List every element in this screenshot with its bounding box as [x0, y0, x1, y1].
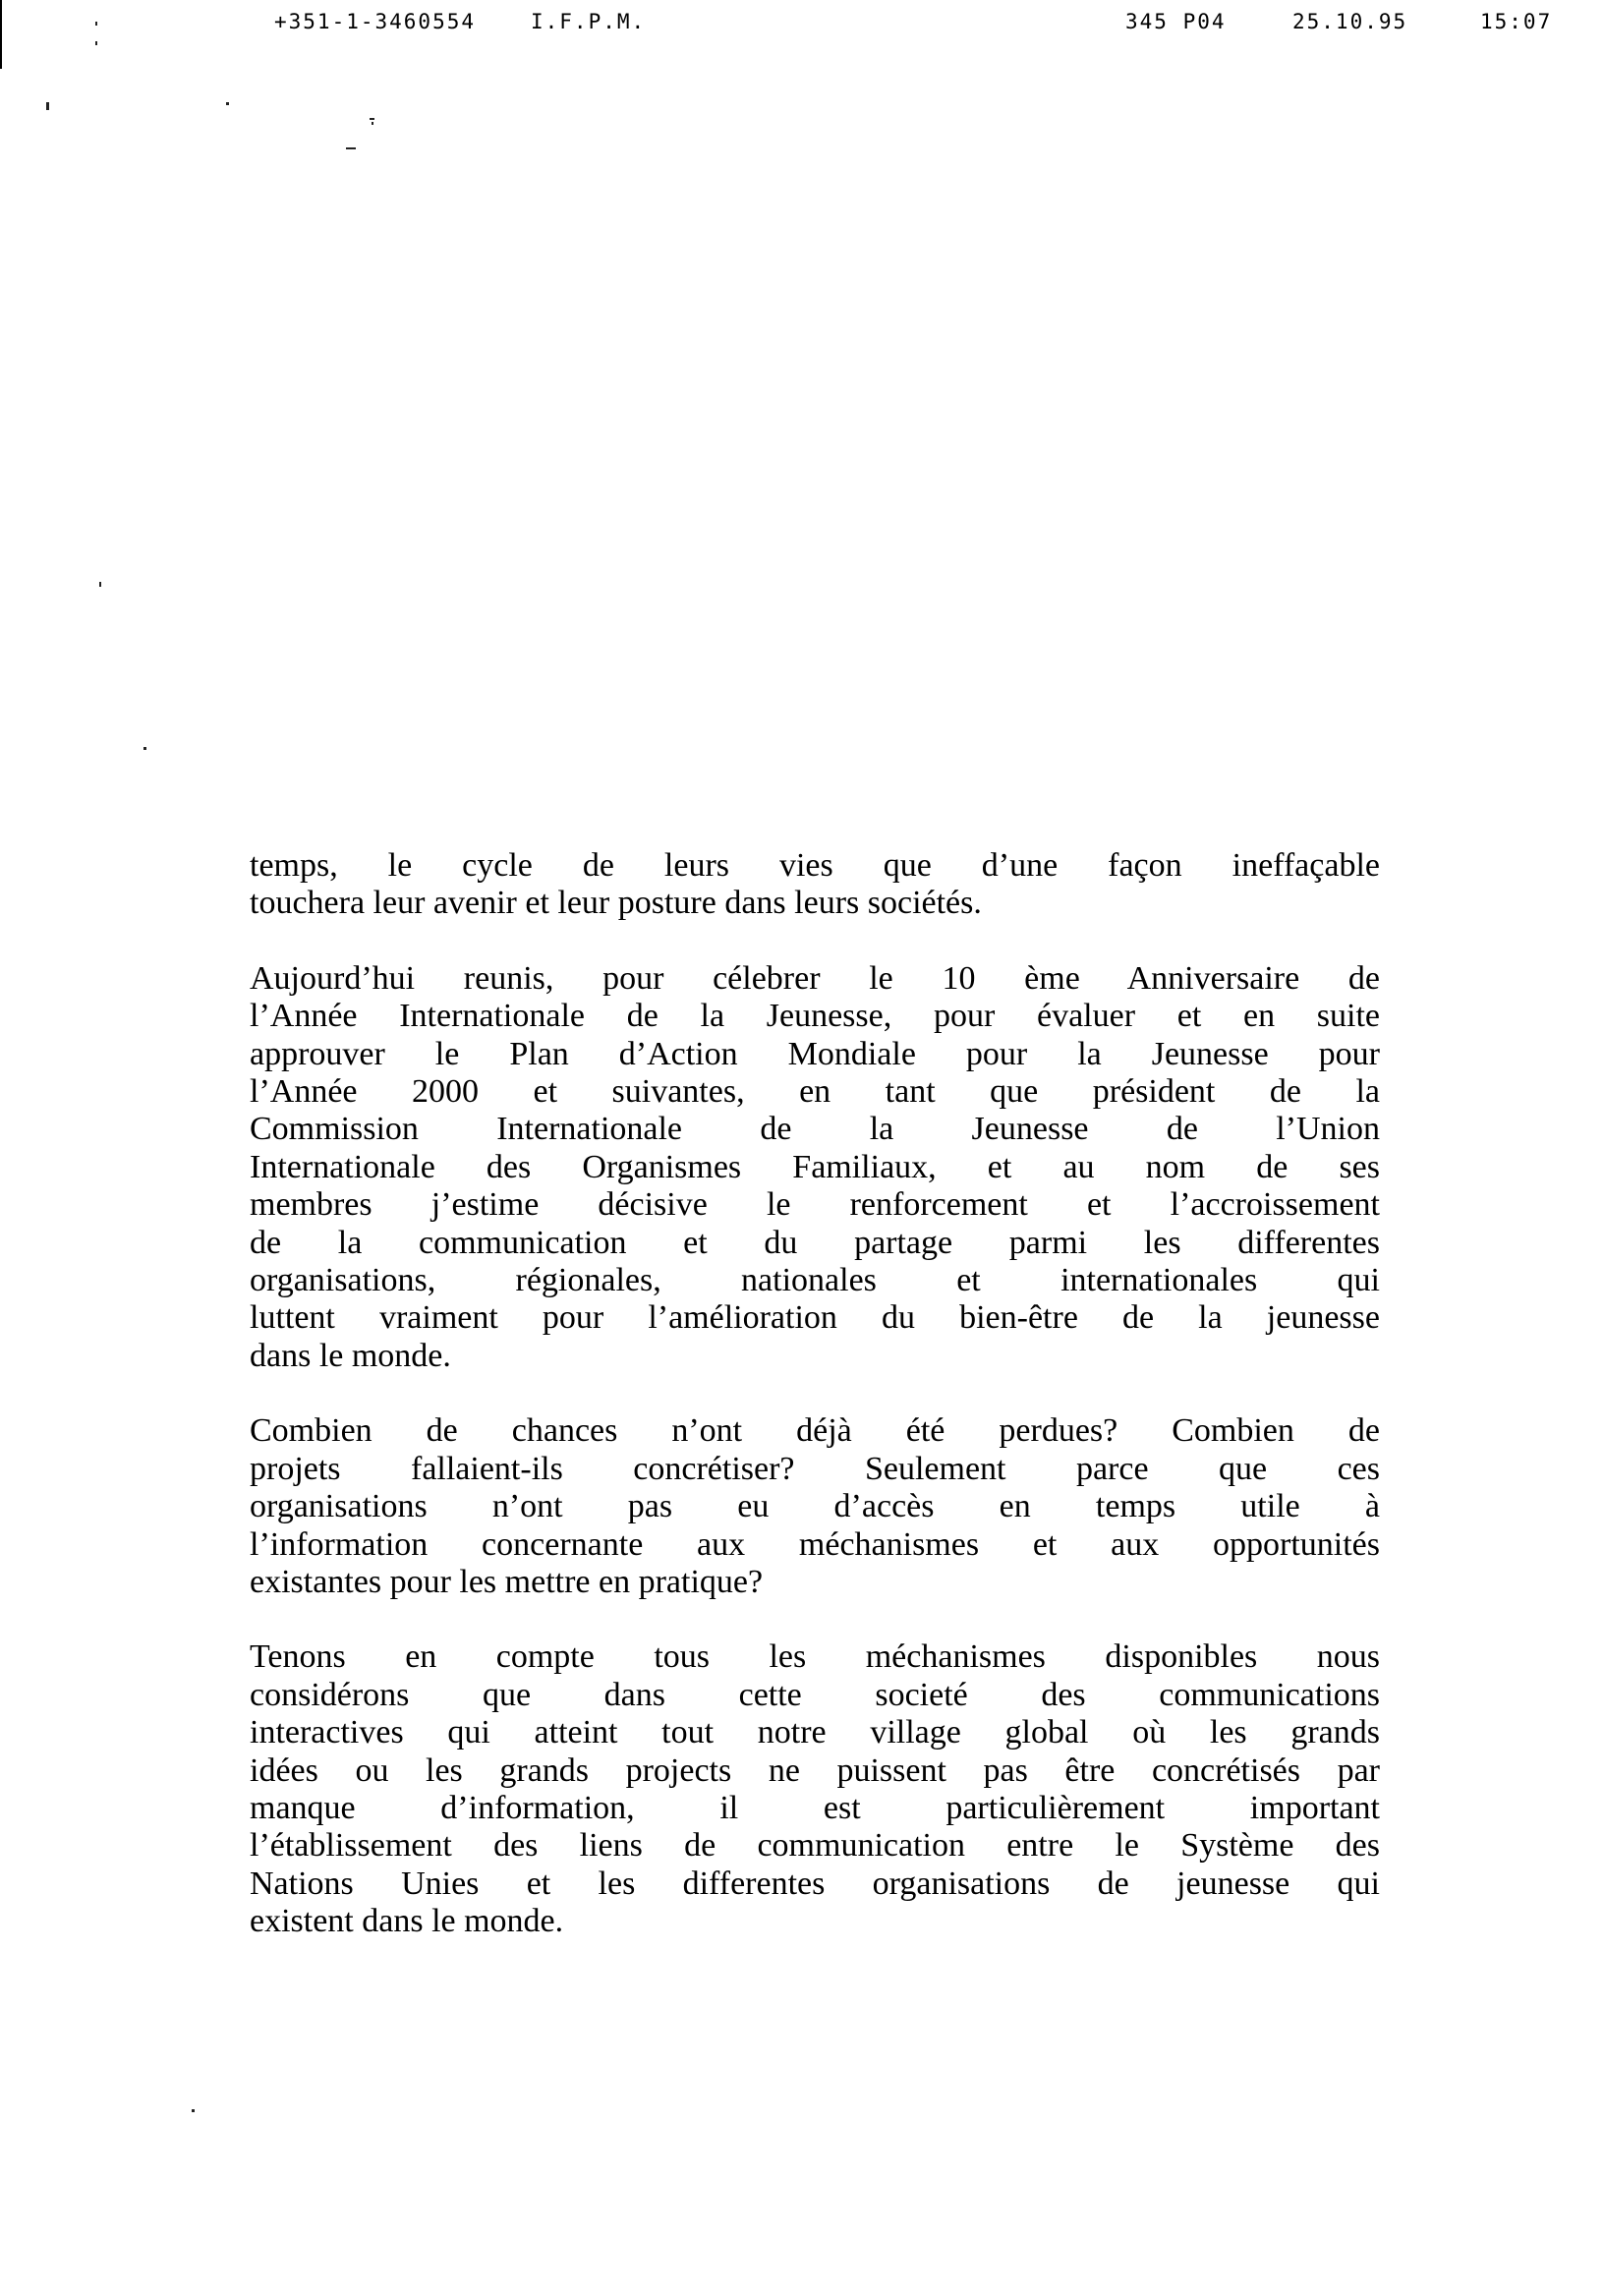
text-line: Internationale des Organismes Familiaux, et au nom de ses: [250, 1148, 1380, 1185]
text-line: l’Année 2000 et suivantes, en tant que président de la: [250, 1073, 1380, 1111]
text-line: de la communication et du partage parmi les differentes: [250, 1224, 1380, 1261]
paragraph: [250, 1638, 1380, 1940]
scan-speck: [95, 22, 97, 26]
fax-phone-number: +351-1-3460554: [274, 10, 477, 33]
text-line: Combien de chances n’ont déjà été perdues? Combien de: [250, 1412, 1380, 1450]
paragraph: [250, 1412, 1380, 1601]
fax-sender: I.F.P.M.: [531, 10, 647, 33]
scan-speck: [192, 2109, 195, 2112]
fax-time: 15:07: [1480, 10, 1553, 33]
text-line: existantes pour les mettre en pratique?: [250, 1563, 764, 1600]
text-line: Commission Internationale de la Jeunesse de l’Union: [250, 1111, 1380, 1148]
text-line: Aujourd’hui reunis, pour célebrer le 10 ème Anniversaire de: [250, 959, 1380, 997]
text-line: touchera leur avenir et leur posture dans leurs sociétés.: [250, 885, 982, 922]
text-line: idées ou les grands projects ne puissent pas être concrétisés par: [250, 1751, 1380, 1789]
text-line: membres j’estime décisive le renforcement et l’accroissement: [250, 1186, 1380, 1224]
scan-speck: [143, 747, 146, 750]
scan-speck: [46, 102, 49, 110]
scan-speck: [95, 41, 97, 45]
scan-speck: [372, 122, 373, 125]
text-line: existent dans le monde.: [250, 1903, 564, 1940]
text-line: l’établissement des liens de communication entre le Système des: [250, 1827, 1380, 1865]
fax-date: 25.10.95: [1292, 10, 1408, 33]
text-line: Tenons en compte tous les méchanismes disponibles nous: [250, 1638, 1380, 1676]
text-line: considérons que dans cette societé des communications: [250, 1676, 1380, 1713]
text-line: manque d’information, il est particulièrement important: [250, 1789, 1380, 1826]
text-line: Nations Unies et les differentes organisations de jeunesse qui: [250, 1865, 1380, 1902]
paragraph: [250, 847, 1380, 923]
text-line: l’Année Internationale de la Jeunesse, pour évaluer et en suite: [250, 998, 1380, 1035]
fax-header: [0, 10, 1604, 39]
text-line: temps, le cycle de leurs vies que d’une façon ineffaçable: [250, 847, 1380, 884]
text-line: organisations n’ont pas eu d’accès en temps utile à: [250, 1488, 1380, 1525]
text-line: organisations, régionales, nationales et internationales qui: [250, 1262, 1380, 1299]
scan-speck: [226, 102, 229, 105]
text-line: approuver le Plan d’Action Mondiale pour la Jeunesse pour: [250, 1035, 1380, 1072]
text-line: interactives qui atteint tout notre village global où les grands: [250, 1714, 1380, 1751]
scan-speck: [346, 147, 356, 149]
fax-page-code: 345 P04: [1125, 10, 1227, 33]
scan-speck: [99, 582, 101, 587]
text-line: projets fallaient-ils concrétiser? Seulement parce que ces: [250, 1450, 1380, 1487]
text-line: dans le monde.: [250, 1337, 451, 1374]
scan-speck: [370, 118, 374, 120]
paragraph: [250, 960, 1380, 1375]
text-line: l’information concernante aux méchanismes et aux opportunités: [250, 1525, 1380, 1563]
letter-body: [250, 847, 1380, 1979]
text-line: luttent vraiment pour l’amélioration du bien-être de la jeunesse: [250, 1299, 1380, 1337]
